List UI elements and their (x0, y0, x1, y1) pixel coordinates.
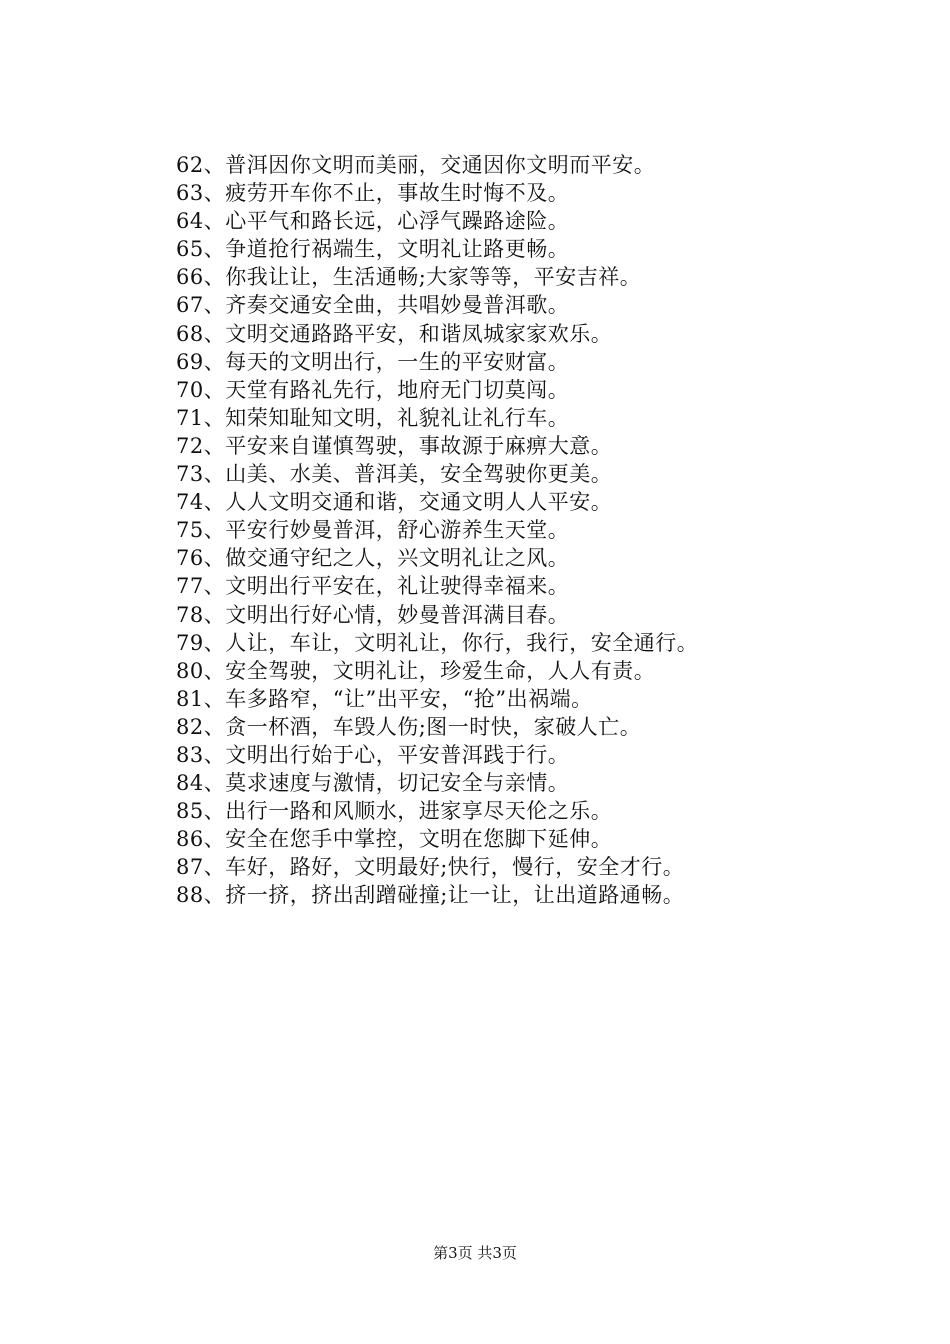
list-item: 88、挤一挤，挤出刮蹭碰撞;让一让，让出道路通畅。 (176, 883, 685, 908)
list-item: 80、安全驾驶，文明礼让，珍爱生命，人人有责。 (176, 658, 656, 683)
list-item: 76、做交通守纪之人，兴文明礼让之风。 (176, 546, 570, 571)
list-item: 86、安全在您手中掌控，文明在您脚下延伸。 (176, 827, 613, 852)
list-item: 75、平安行妙曼普洱，舒心游养生天堂。 (176, 518, 570, 543)
list-item: 69、每天的文明出行，一生的平安财富。 (176, 349, 570, 374)
page-footer (0, 1243, 950, 1263)
slogan-list (176, 151, 896, 910)
list-item: 82、贪一杯酒，车毁人伤;图一时快，家破人亡。 (176, 714, 642, 739)
list-item: 62、普洱因你文明而美丽，交通因你文明而平安。 (176, 153, 656, 177)
list-item: 63、疲劳开车你不止，事故生时悔不及。 (176, 181, 570, 206)
list-item: 83、文明出行始于心，平安普洱践于行。 (176, 742, 570, 767)
list-item: 87、车好，路好，文明最好;快行，慢行，安全才行。 (176, 855, 685, 880)
list-item: 71、知荣知耻知文明，礼貌礼让礼行车。 (176, 405, 570, 430)
list-item: 68、文明交通路路平安，和谐凤城家家欢乐。 (176, 321, 613, 346)
list-item: 73、山美、水美、普洱美，安全驾驶你更美。 (176, 462, 613, 487)
list-item: 72、平安来自谨慎驾驶，事故源于麻痹大意。 (176, 433, 613, 458)
list-item: 66、你我让让，生活通畅;大家等等，平安吉祥。 (176, 265, 642, 290)
list-item: 78、文明出行好心情，妙曼普洱满目春。 (176, 602, 570, 627)
list-item: 74、人人文明交通和谐，交通文明人人平安。 (176, 490, 613, 515)
list-item: 79、人让，车让，文明礼让，你行，我行，安全通行。 (176, 630, 699, 655)
list-item: 67、齐奏交通安全曲，共唱妙曼普洱歌。 (176, 293, 570, 318)
list-item: 81、车多路窄，“让”出平安，“抢”出祸端。 (176, 686, 593, 711)
list-item: 77、文明出行平安在，礼让驶得幸福来。 (176, 574, 570, 599)
list-item: 64、心平气和路长远，心浮气躁路途险。 (176, 209, 570, 234)
page-number-label: 第3页 共3页 (433, 1244, 517, 1262)
list-item: 85、出行一路和风顺水，进家享尽天伦之乐。 (176, 799, 613, 824)
list-item: 84、莫求速度与激情，切记安全与亲情。 (176, 771, 570, 796)
list-item: 65、争道抢行祸端生，文明礼让路更畅。 (176, 237, 570, 262)
list-item: 70、天堂有路礼先行，地府无门切莫闯。 (176, 377, 570, 402)
